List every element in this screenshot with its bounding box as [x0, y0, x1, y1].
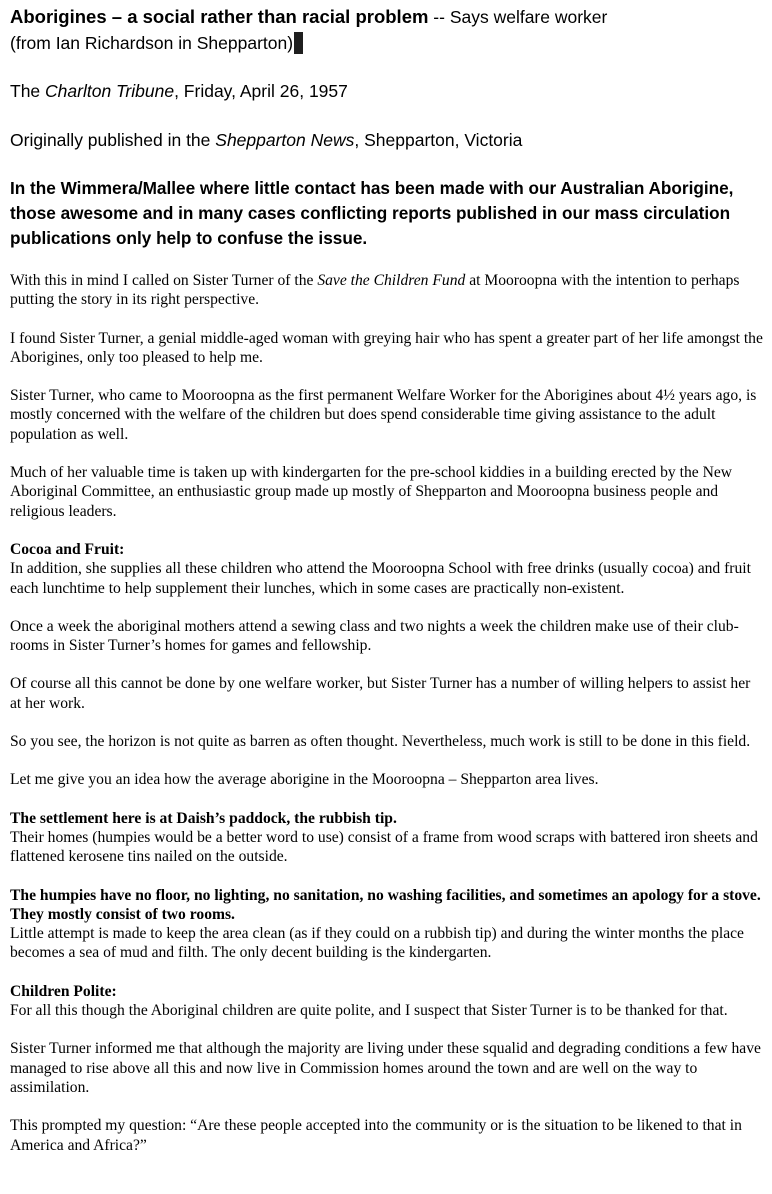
- paragraph: I found Sister Turner, a genial middle-aged woman with greying hair who has spent a greater part of her life amongst the Aborigines, only too pleased to help me.: [10, 329, 763, 366]
- paragraph: Much of her valuable time is taken up with kindergarten for the pre-school kiddies in a building erected by the New Aboriginal Committee, an enthusiastic group made up mostly of Shepparton and Mooroopna business people and religious leaders.: [10, 464, 733, 520]
- paragraph: So you see, the horizon is not quite as barren as often thought. Nevertheless, much work is still to be done in this field.: [10, 733, 751, 751]
- text-cursor: [294, 32, 303, 54]
- paragraph: [10, 886, 765, 963]
- paragraph: This prompted my question: “Are these people accepted into the community or is the situation to be likened to that in America and Africa?”: [10, 1117, 742, 1154]
- original-name: Shepparton News: [215, 130, 355, 150]
- paragraph: [10, 809, 765, 867]
- publication-date: , Friday, April 26, 1957: [174, 81, 348, 101]
- fund-name: Save the Children Fund: [317, 272, 466, 289]
- publication-prefix: The: [10, 81, 46, 101]
- section-heading: The humpies have no floor, no lighting, no sanitation, no washing facilities, and sometimes an apology for a stove. They mostly consist of two rooms.: [10, 886, 761, 923]
- publication-name: Charlton Tribune: [45, 81, 175, 101]
- original-publication-line: [10, 128, 522, 152]
- article-body: [10, 271, 765, 1174]
- paragraph: [10, 540, 765, 598]
- paragraph-text: Their homes (humpies would be a better word to use) consist of a frame from wood scraps with battered iron sheets and flattened kerosene tins nailed on the outside.: [10, 828, 758, 866]
- paragraph: Let me give you an idea how the average aborigine in the Mooroopna – Shepparton area lives.: [10, 771, 599, 789]
- paragraph: Once a week the aboriginal mothers attend a sewing class and two nights a week the children make use of their club-rooms in Sister Turner’s homes for games and fellowship.: [10, 617, 739, 655]
- section-heading: The settlement here is at Daish’s paddock, the rubbish tip.: [10, 809, 397, 827]
- paragraph-text: Little attempt is made to keep the area clean (as if they could on a rubbish tip) and during the winter months the place becomes a sea of mud and filth. The only decent building is the kindergarten.: [10, 925, 744, 962]
- paragraph: Sister Turner, who came to Mooroopna as the first permanent Welfare Worker for the Aborigines about 4½ years ago, is mostly concerned with the welfare of the children but does spend considerable time giving assistance to the adult population as well.: [10, 387, 757, 443]
- paragraph: [10, 982, 765, 1021]
- original-prefix: Originally published in the: [10, 130, 216, 150]
- original-suffix: , Shepparton, Victoria: [354, 130, 523, 150]
- paragraph-text: In addition, she supplies all these children who attend the Mooroopna School with free drinks (usually cocoa) and fruit each lunchtime to help supplement their lunches, which in some cases are practically non-existent.: [10, 560, 751, 597]
- intro-paragraph: In the Wimmera/Mallee where little contact has been made with our Australian Aborigine, those awesome and in many cases conflicting reports published in our mass circulation publications only help to confuse the issue.: [10, 178, 734, 248]
- paragraph: [10, 271, 765, 310]
- byline: [10, 31, 303, 55]
- headline-suffix: -- Says welfare worker: [428, 7, 608, 27]
- section-heading: Cocoa and Fruit:: [10, 540, 125, 558]
- paragraph-text: For all this though the Aboriginal children are quite polite, and I suspect that Sister Turner is to be thanked for that.: [10, 1002, 728, 1020]
- section-heading: Children Polite:: [10, 982, 117, 1000]
- paragraph: Of course all this cannot be done by one welfare worker, but Sister Turner has a number of willing helpers to assist her at her work.: [10, 675, 751, 712]
- paragraph-text: With this in mind I called on Sister Turner of the: [10, 272, 318, 289]
- headline-title: Aborigines – a social rather than racial problem: [10, 6, 429, 27]
- headline: [10, 5, 607, 29]
- paragraph-text: at Mooroopna with the intention to perhaps putting the story in its right perspective.: [10, 272, 740, 309]
- byline-text: (from Ian Richardson in Shepparton): [10, 33, 294, 53]
- paragraph: Sister Turner informed me that although the majority are living under these squalid and degrading conditions a few have managed to rise above all this and now live in Commission homes around the town and are well on the way to assimilation.: [10, 1040, 761, 1096]
- publication-line: [10, 79, 348, 103]
